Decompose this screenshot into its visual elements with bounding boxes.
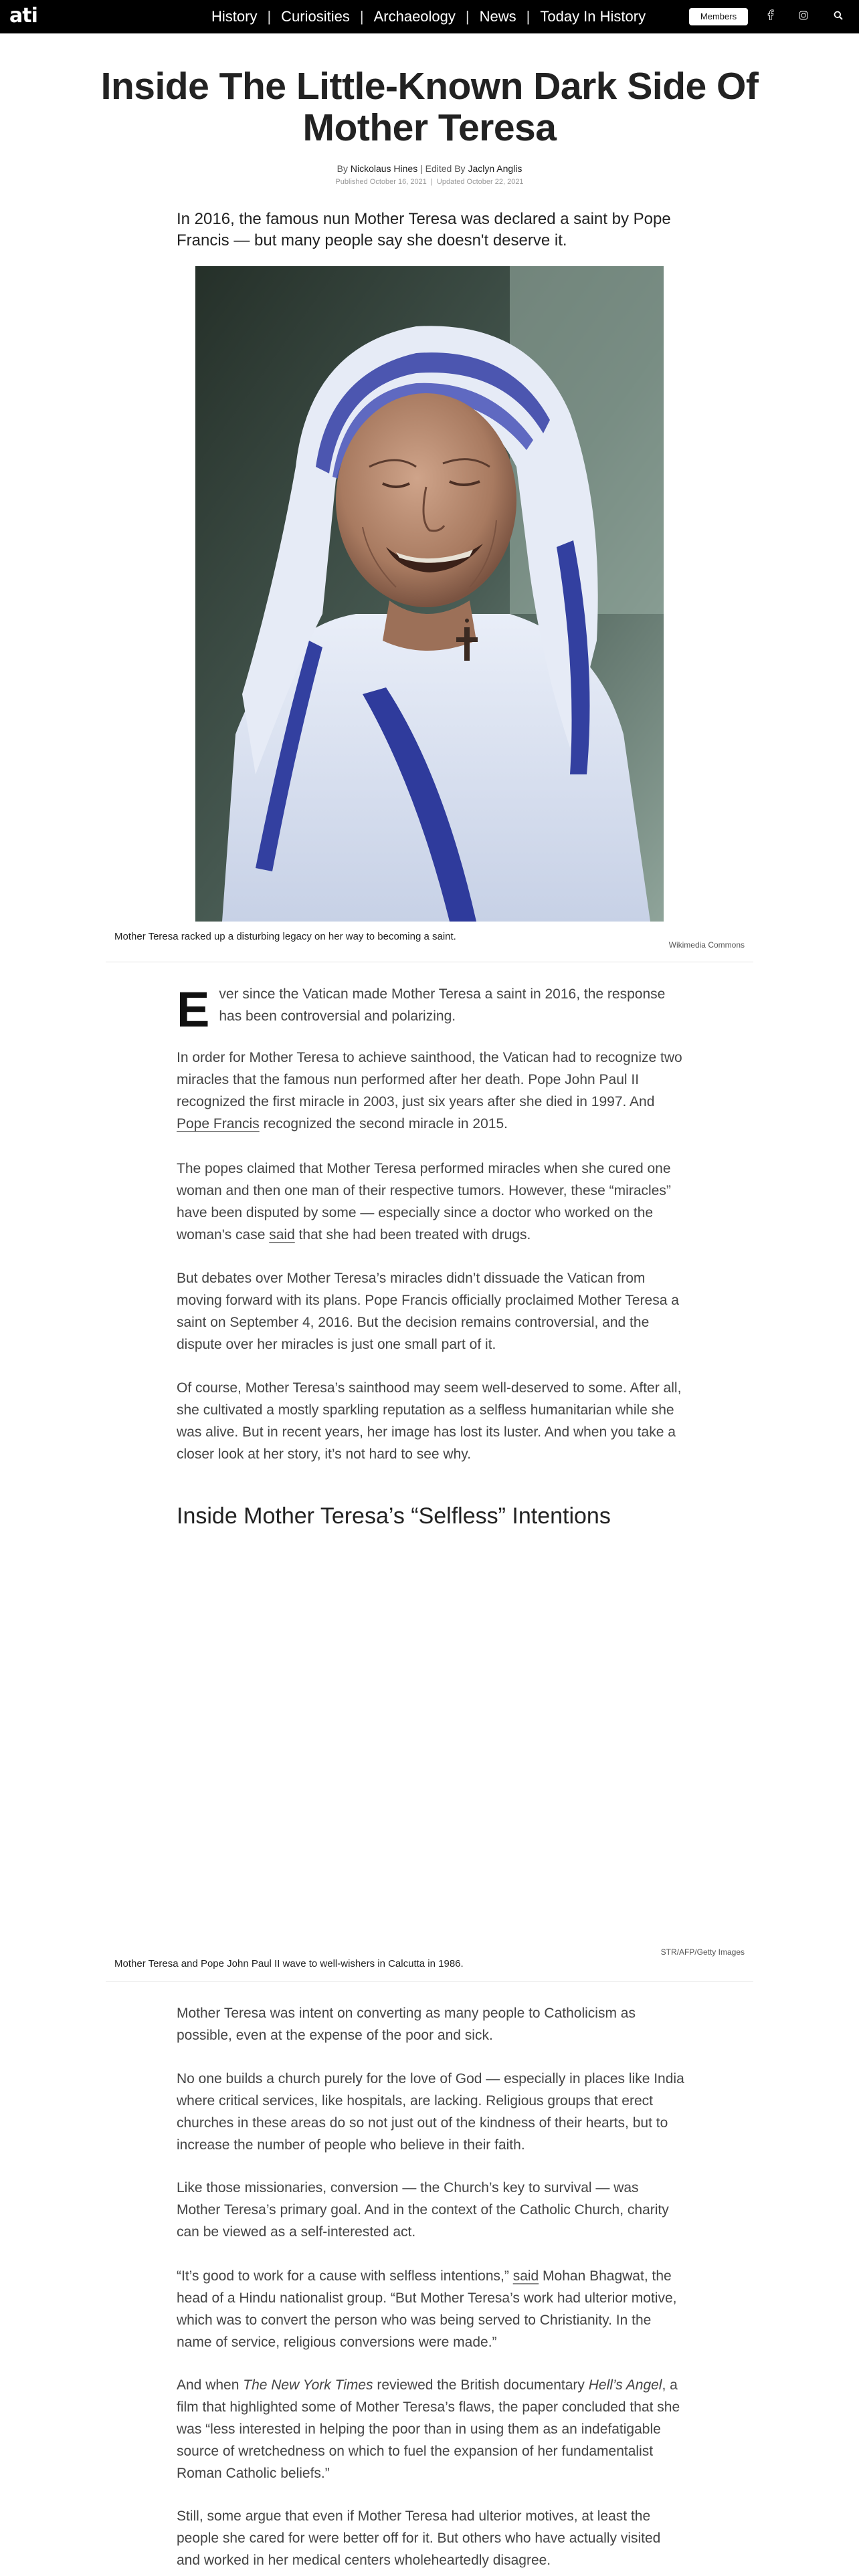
section-2-paragraph-5 xyxy=(177,2374,685,2484)
section-subheading: Inside Mother Teresa’s “Selfless” Intentions xyxy=(177,1503,611,1529)
section-1-paragraph-2 xyxy=(177,1047,685,1135)
nav-item-archaeology[interactable]: Archaeology xyxy=(373,8,456,25)
search-glyph xyxy=(834,11,843,20)
nyt-title: The New York Times xyxy=(243,2377,373,2393)
paragraph-text: Mohan Bhagwat, the head of a Hindu nationalist group. “But Mother Teresa’s work had ulterior motive, which was to convert the person who was being served to Christianity. In the name of service, religious conversions were made.” xyxy=(177,2268,677,2350)
section-1-paragraph-3 xyxy=(177,1158,685,1246)
section-1 xyxy=(177,982,685,1037)
edited-by-prefix: | Edited By xyxy=(420,163,466,174)
byline-prefix: By xyxy=(337,163,348,174)
top-nav-bar xyxy=(0,0,859,33)
paragraph-text: The popes claimed that Mother Teresa performed miracles when she cured one woman and then one man of their respective tumors. However, these “miracles” have been disputed by some — especially since a doctor who worked on the woman's case xyxy=(177,1161,671,1243)
section-1-paragraph-4 xyxy=(177,1267,685,1356)
paragraph-text: But debates over Mother Teresa’s miracles didn’t dissuade the Vatican from moving forward with its plans. Pope Francis officially proclaimed Mother Teresa a saint on September 4, 2016. But the decision remains controversial, and the dispute over her miracles is just one small part of it. xyxy=(177,1271,679,1352)
main-nav xyxy=(211,0,646,33)
author-link[interactable]: Nickolaus Hines xyxy=(350,163,418,174)
section-2-paragraph-3 xyxy=(177,2177,685,2243)
date-separator: | xyxy=(430,178,433,186)
article-title: Inside The Little-Known Dark Side Of Mother Teresa xyxy=(100,65,759,149)
section-2-paragraph-6 xyxy=(177,2505,685,2571)
paragraph-text: recognized the second miracle in 2015. xyxy=(259,1116,508,1132)
section-2-paragraph-2 xyxy=(177,2068,685,2156)
doctor-said-link[interactable]: said xyxy=(269,1227,295,1243)
paragraph-text: reviewed the British documentary xyxy=(373,2377,589,2393)
article-dates xyxy=(0,178,859,186)
article-dek: In 2016, the famous nun Mother Teresa was declared a saint by Pope Francis — but many people say she doesn't deserve it. xyxy=(177,210,671,249)
instagram-glyph xyxy=(799,11,808,20)
drop-cap: E xyxy=(177,982,210,1037)
section-2-paragraph-1 xyxy=(177,2002,685,2046)
section-1-paragraph-5 xyxy=(177,1377,685,1465)
members-button[interactable]: Members xyxy=(689,8,748,25)
figure-2-caption: Mother Teresa and Pope John Paul II wave to well-wishers in Calcutta in 1986. xyxy=(114,1958,464,1969)
paragraph-text: Mother Teresa was intent on converting as many people to Catholicism as possible, even at the expense of the poor and sick. xyxy=(177,2006,636,2043)
paragraph-text: , a film that highlighted some of Mother Teresa’s flaws, the paper concluded that she was “less interested in helping the poor than in using them as an indefatigable source of wretchedness on which to fuel the expansion of her fundamentalist Roman Catholic beliefs.” xyxy=(177,2377,680,2481)
instagram-icon[interactable] xyxy=(795,8,812,25)
figure-2-credit: STR/AFP/Getty Images xyxy=(660,1947,745,1957)
paragraph xyxy=(177,982,685,1037)
nav-item-curiosities[interactable]: Curiosities xyxy=(281,8,350,25)
nav-separator: | xyxy=(267,8,272,25)
paragraph-text: ver since the Vatican made Mother Teresa a saint in 2016, the response has been controversial and polarizing. xyxy=(219,986,666,1024)
facebook-icon[interactable] xyxy=(761,8,779,25)
nav-separator: | xyxy=(465,8,470,25)
section-2-paragraph-4 xyxy=(177,2265,685,2353)
paragraph-text: Still, some argue that even if Mother Teresa had ulterior motives, at least the people she cared for were better off for it. But others who have actually visited and worked in her medical centers wholeheartedly disagree. xyxy=(177,2508,661,2568)
hero-caption: Mother Teresa racked up a disturbing legacy on her way to becoming a saint. xyxy=(114,931,456,942)
nav-item-history[interactable]: History xyxy=(211,8,258,25)
nav-item-today-in-history[interactable]: Today In History xyxy=(540,8,646,25)
paragraph-text: that she had been treated with drugs. xyxy=(294,1227,531,1243)
search-icon[interactable] xyxy=(830,8,847,25)
embedded-image-placeholder xyxy=(195,1551,664,1939)
hero-credit: Wikimedia Commons xyxy=(668,940,745,950)
facebook-glyph xyxy=(766,9,774,20)
paragraph-text: And when xyxy=(177,2377,244,2393)
updated-date: Updated October 22, 2021 xyxy=(436,178,524,186)
site-logo[interactable]: ati xyxy=(9,4,37,27)
nav-item-news[interactable]: News xyxy=(479,8,516,25)
nav-separator: | xyxy=(526,8,531,25)
editor-link[interactable]: Jaclyn Anglis xyxy=(468,163,522,174)
pope-francis-link[interactable]: Pope Francis xyxy=(177,1116,260,1132)
paragraph-text: In order for Mother Teresa to achieve sainthood, the Vatican had to recognize two miracles that the famous nun performed after her death. Pope John Paul II recognized the first miracle in 2003, just six years after she died in 1997. And xyxy=(177,1050,682,1109)
paragraph-text: Of course, Mother Teresa’s sainthood may seem well-deserved to some. After all, she cultivated a mostly sparkling reputation as a selfless humanitarian while she was alive. But in recent years, her image has lost its luster. And when you take a closer look at her story, it’s not hard to see why. xyxy=(177,1380,682,1462)
paragraph-text: “It’s good to work for a cause with selfless intentions,” xyxy=(177,2268,513,2284)
hero-image xyxy=(195,266,664,922)
published-date: Published October 16, 2021 xyxy=(335,178,427,186)
paragraph-text: Like those missionaries, conversion — the Church’s key to survival — was Mother Teresa’s primary goal. And in the context of the Catholic Church, charity can be viewed as a self-interested act. xyxy=(177,2180,669,2240)
bhagwat-said-link[interactable]: said xyxy=(512,2268,539,2284)
figure-2-caption-row xyxy=(114,1958,745,1970)
byline xyxy=(0,163,859,174)
nav-separator: | xyxy=(359,8,364,25)
mother-teresa-portrait xyxy=(195,266,664,922)
paragraph-text: No one builds a church purely for the love of God — especially in places like India where critical services, like hospitals, are lacking. Religious groups that erect churches in these areas do so not just out of the kindness of their hearts, but to increase the number of people who believe in their faith. xyxy=(177,2071,684,2153)
documentary-title: Hell’s Angel xyxy=(588,2377,662,2393)
